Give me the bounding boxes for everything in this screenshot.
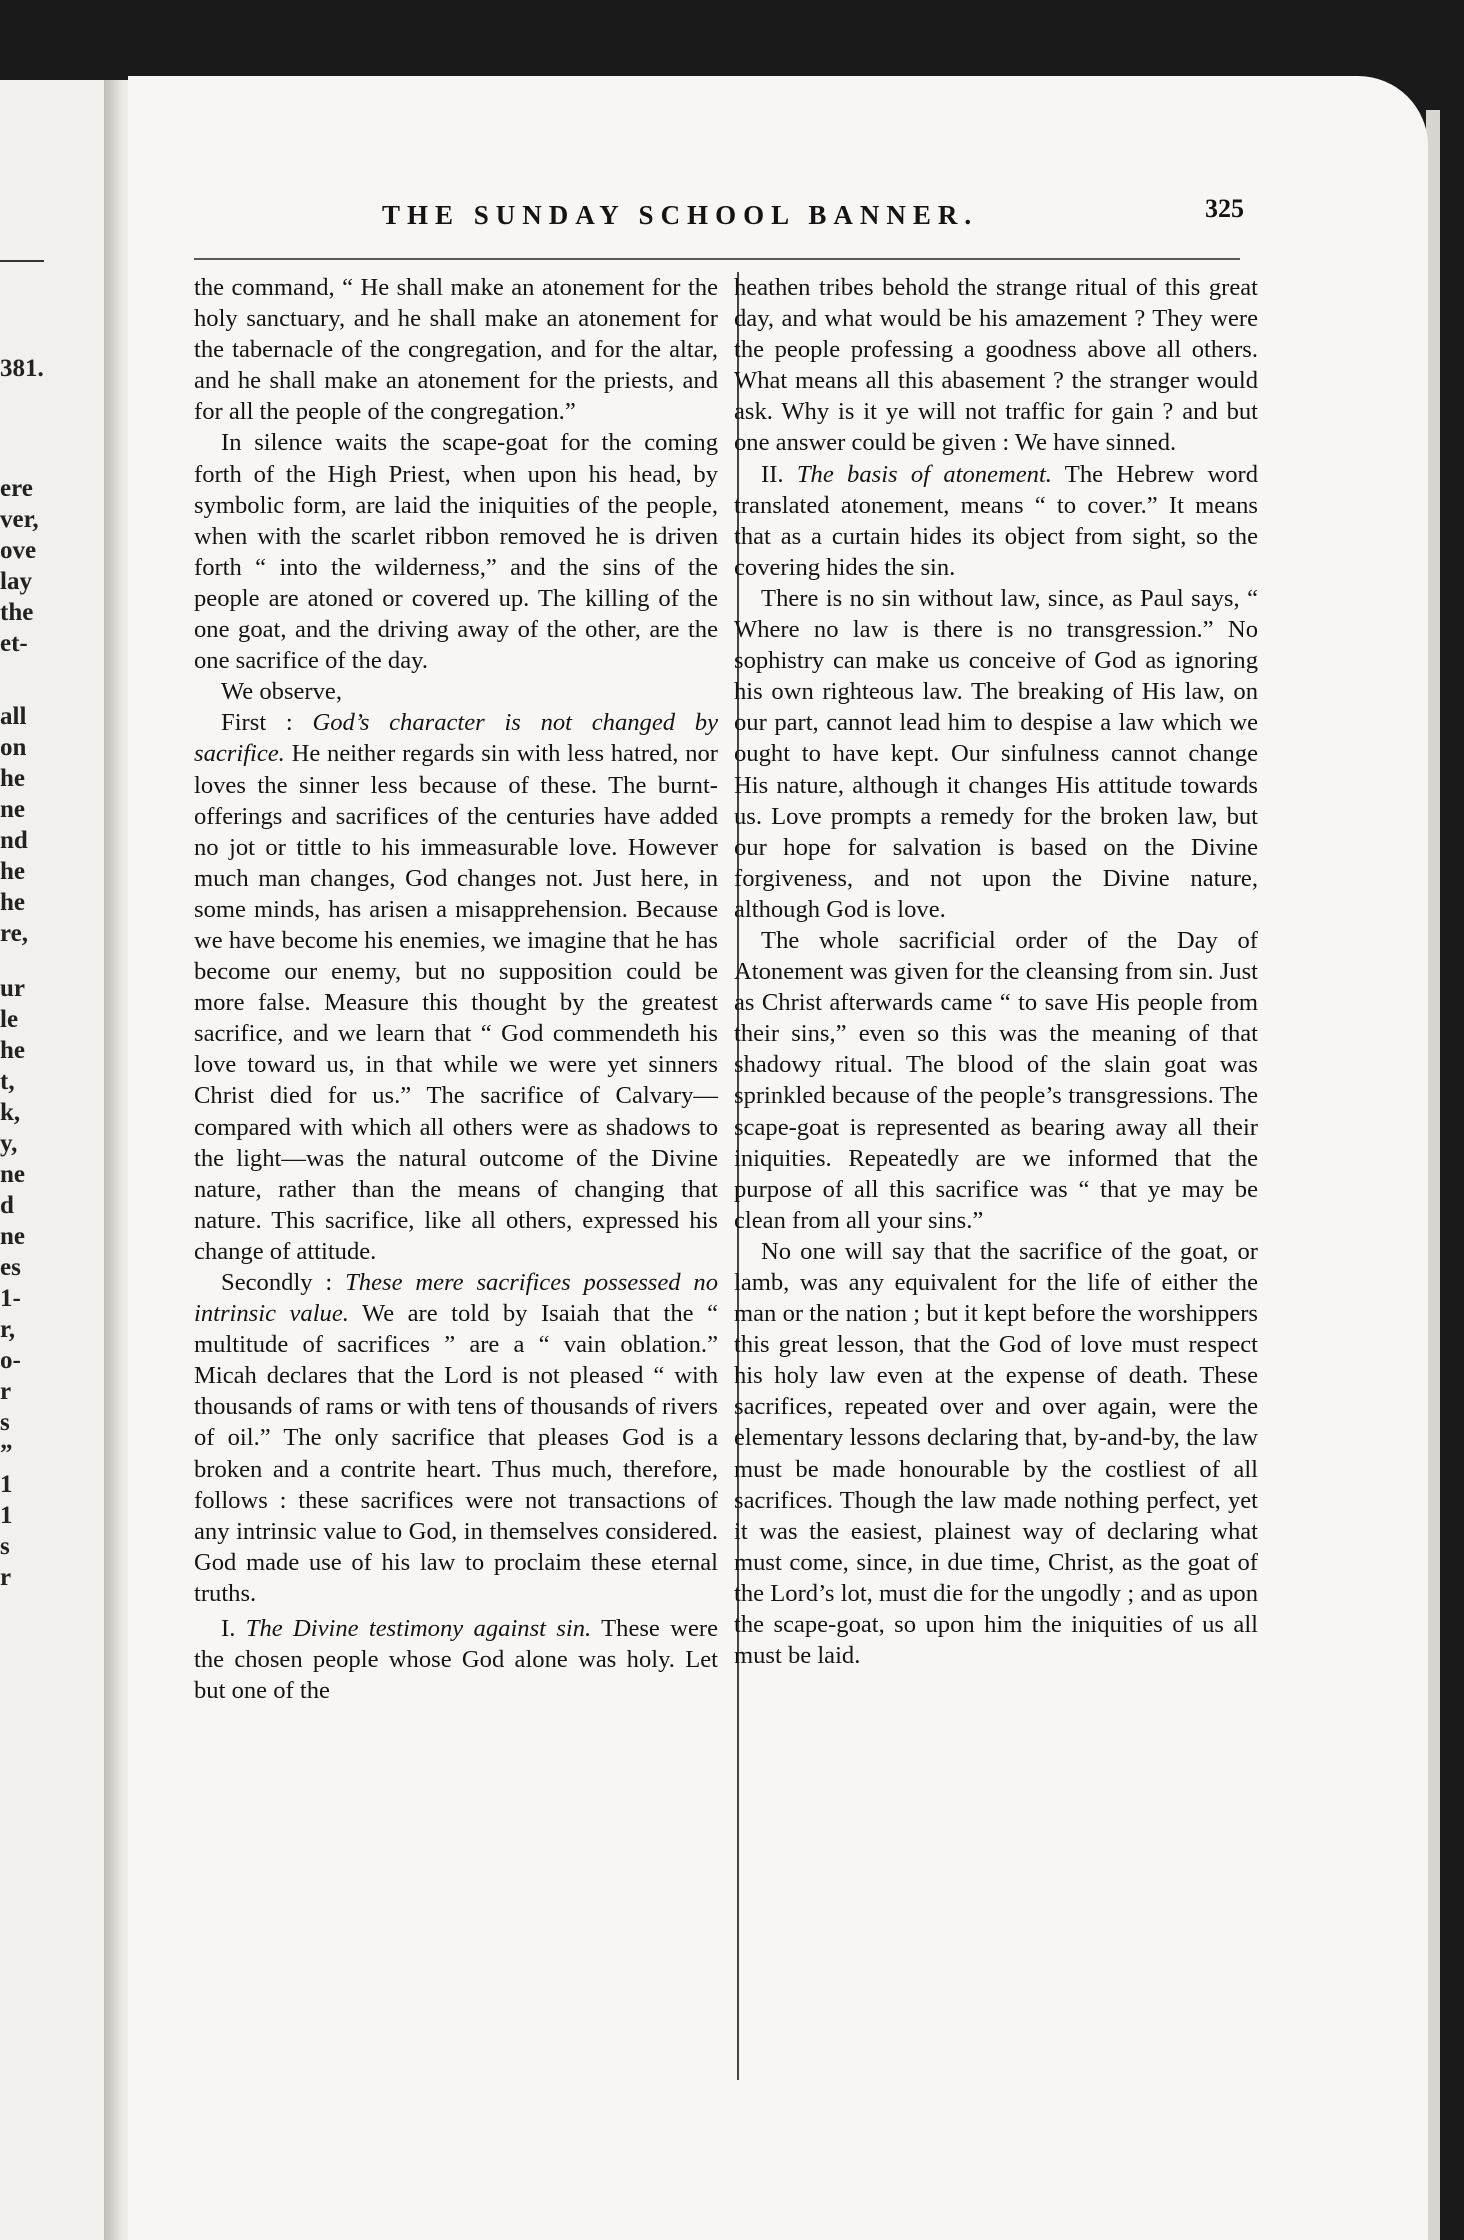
previous-page-fragment: y, <box>0 1130 18 1157</box>
previous-page-fragment: le <box>0 1006 19 1033</box>
paragraph: The whole sacrificial order of the Day of Atonement was given for the cleansing from sin. Just as Christ afterwards came “ to save His people from their sins,” even so this was the meaning of that shadowy ritual. The blood of the slain goat was sprinkled because of the people’s transgressions. The scape-goat is represented as bearing away all their iniquities. Repeatedly are we informed that the purpose of all this sacrifice was “ that ye may be clean from all your sins.” <box>734 926 1258 1234</box>
previous-page-fragment: the <box>0 599 34 626</box>
previous-page-fragment: et- <box>0 630 28 657</box>
paragraph-lead: II. <box>761 460 784 488</box>
section-heading: These mere sacrifices possessed no intrinsic value. <box>194 1269 719 1328</box>
previous-page-fragment: all <box>0 703 27 730</box>
paragraph-body: These were the chosen people whose God alone was holy. Let but one of the <box>194 1615 718 1705</box>
previous-page-fragment: es <box>0 1254 21 1281</box>
paragraph-lead: Secondly : <box>221 1269 333 1296</box>
paragraph-lead: I. <box>221 1615 236 1643</box>
previous-page-fragment: t, <box>0 1068 15 1095</box>
paragraph: We observe, <box>221 678 342 706</box>
paragraph-lead: First : <box>221 709 293 737</box>
previous-page-fragment: r <box>0 1378 12 1405</box>
previous-page-fragment: r, <box>0 1316 16 1343</box>
right-column <box>734 272 1258 1671</box>
paragraph-body: We are told by Isaiah that the “ multitude of sacrifices ” are a “ vain oblation.” Micah declares that the Lord is not pleased “ with thousands of rams or with tens of thousands of rivers of oil.” The only sacrifice that pleases God is a broken and a contrite heart. Thus much, therefore, follows : these sacrifices were not transactions of any intrinsic value to God, in themselves considered. God made use of his law to proclaim these eternal truths. <box>194 1300 718 1607</box>
previous-page-rule <box>0 260 44 262</box>
previous-page-fragment: lay <box>0 568 32 595</box>
page-number: 325 <box>1205 194 1244 223</box>
previous-page-fragment: ne <box>0 796 25 823</box>
paragraph: In silence waits the scape-goat for the coming forth of the High Priest, when upon his head, by symbolic form, are laid the iniquities of the people, when with the scarlet ribbon removed he is driven forth “ into the wilderness,” and the sins of the people are atoned or covered up. The killing of the one goat, and the driving away of the other, are the one sacrifice of the day. <box>194 429 718 675</box>
page-header <box>128 194 1428 240</box>
paragraph <box>194 1613 718 1706</box>
paragraph: No one will say that the sacrifice of the goat, or lamb, was any equivalent for the life of either the man or the nation ; but it kept before the worshippers this great lesson, that the God of love must respect his holy law even at the expense of death. These sacrifices, repeated over and over again, were the elementary lessons declaring that, by-and-by, the law must be made honourable by the costliest of all sacrifices. Though the law made nothing perfect, yet it was the easiest, plainest way of declaring what must come, since, in due time, Christ, as the goat of the Lord’s lot, must die for the ungodly ; and as upon the scape-goat, so upon him the iniquities of us all must be laid. <box>734 1237 1258 1670</box>
header-rule <box>194 258 1240 260</box>
previous-page-fragment: re, <box>0 920 28 947</box>
previous-page-fragment: ne <box>0 1161 25 1188</box>
running-title: THE SUNDAY SCHOOL BANNER. <box>382 200 979 230</box>
previous-page-fragment: s <box>0 1533 10 1560</box>
previous-page-fragment: ver, <box>0 506 39 533</box>
previous-page-fragment: s <box>0 1409 10 1436</box>
paragraph <box>194 1267 718 1609</box>
previous-page-fragment: nd <box>0 827 28 854</box>
previous-page-fragment: he <box>0 765 25 792</box>
previous-page-fragment: 1 <box>0 1502 13 1529</box>
previous-page-fragment: 381. <box>0 355 44 382</box>
previous-page-fragment: 1 <box>0 1471 13 1498</box>
previous-page-fragment: ere <box>0 475 33 502</box>
paragraph-body: He neither regards sin with less hatred, nor loves the sinner less because of these. The burnt-offerings and sacrifices of the centuries have added no jot or tittle to his immeasurable love. However much man changes, God changes not. Just here, in some minds, has arisen a misapprehension. Because we have become his enemies, we imagine that he has become our enemy, but no supposition could be more false. Measure this thought by the greatest sacrifice, and we learn that “ God commendeth his love toward us, in that while we were yet sinners Christ died for us.” The sacrifice of Calvary—compared with which all others were as shadows to the light—was the natural outcome of the Divine nature, rather than the means of changing that nature. This sacrifice, like all others, expressed his change of attitude. <box>194 740 718 1265</box>
section-heading: God’s character is not changed by sacrifice. <box>194 709 718 768</box>
section-heading: The Divine testimony against sin. <box>245 1615 592 1643</box>
page-edge-shadow <box>1426 110 1440 2240</box>
previous-page-edge <box>0 80 120 2240</box>
previous-page-fragment: ” <box>0 1440 13 1467</box>
previous-page-fragment: d <box>0 1192 14 1219</box>
previous-page-fragment: r <box>0 1564 12 1591</box>
paragraph: heathen tribes behold the strange ritual of this great day, and what would be his amazement ? They were the people professing a goodness above all others. What means all this abasement ? the stranger would ask. Why is it ye will not traffic for gain ? and but one answer could be given : We have sinned. <box>734 274 1258 457</box>
paragraph <box>194 707 718 1267</box>
paragraph: There is no sin without law, since, as Paul says, “ Where no law is there is no transgression.” No sophistry can make us conceive of God as ignoring his own righteous law. The breaking of His law, on our part, cannot lead him to despise a law which we ought to have kept. Our sinfulness cannot change His nature, although it changes His attitude towards us. Love prompts a remedy for the broken law, but our hope for salvation is based on the Divine forgiveness, and not upon the Divine nature, although God is love. <box>734 584 1258 923</box>
previous-page-fragment: 1- <box>0 1285 21 1312</box>
previous-page-fragment: o- <box>0 1347 21 1374</box>
previous-page-fragment: ur <box>0 975 25 1002</box>
previous-page-fragment: he <box>0 889 25 916</box>
previous-page-fragment: he <box>0 1037 25 1064</box>
book-page <box>128 76 1428 2240</box>
paragraph: the command, “ He shall make an atonement for the holy sanctuary, and he shall make an atonement for the tabernacle of the congregation, and for the altar, and he shall make an atonement for the priests, and for all the people of the congregation.” <box>194 274 718 426</box>
paragraph-body: The Hebrew word translated atonement, means “ to cover.” It means that as a curtain hides its object from sight, so the covering hides the sin. <box>734 460 1258 581</box>
section-heading: The basis of atonement. <box>796 460 1052 488</box>
paragraph <box>734 459 1258 583</box>
previous-page-fragment: ne <box>0 1223 25 1250</box>
previous-page-fragment: he <box>0 858 25 885</box>
left-column <box>194 272 718 1706</box>
previous-page-fragment: on <box>0 734 27 761</box>
previous-page-fragment: k, <box>0 1099 21 1126</box>
previous-page-fragment: ove <box>0 537 37 564</box>
